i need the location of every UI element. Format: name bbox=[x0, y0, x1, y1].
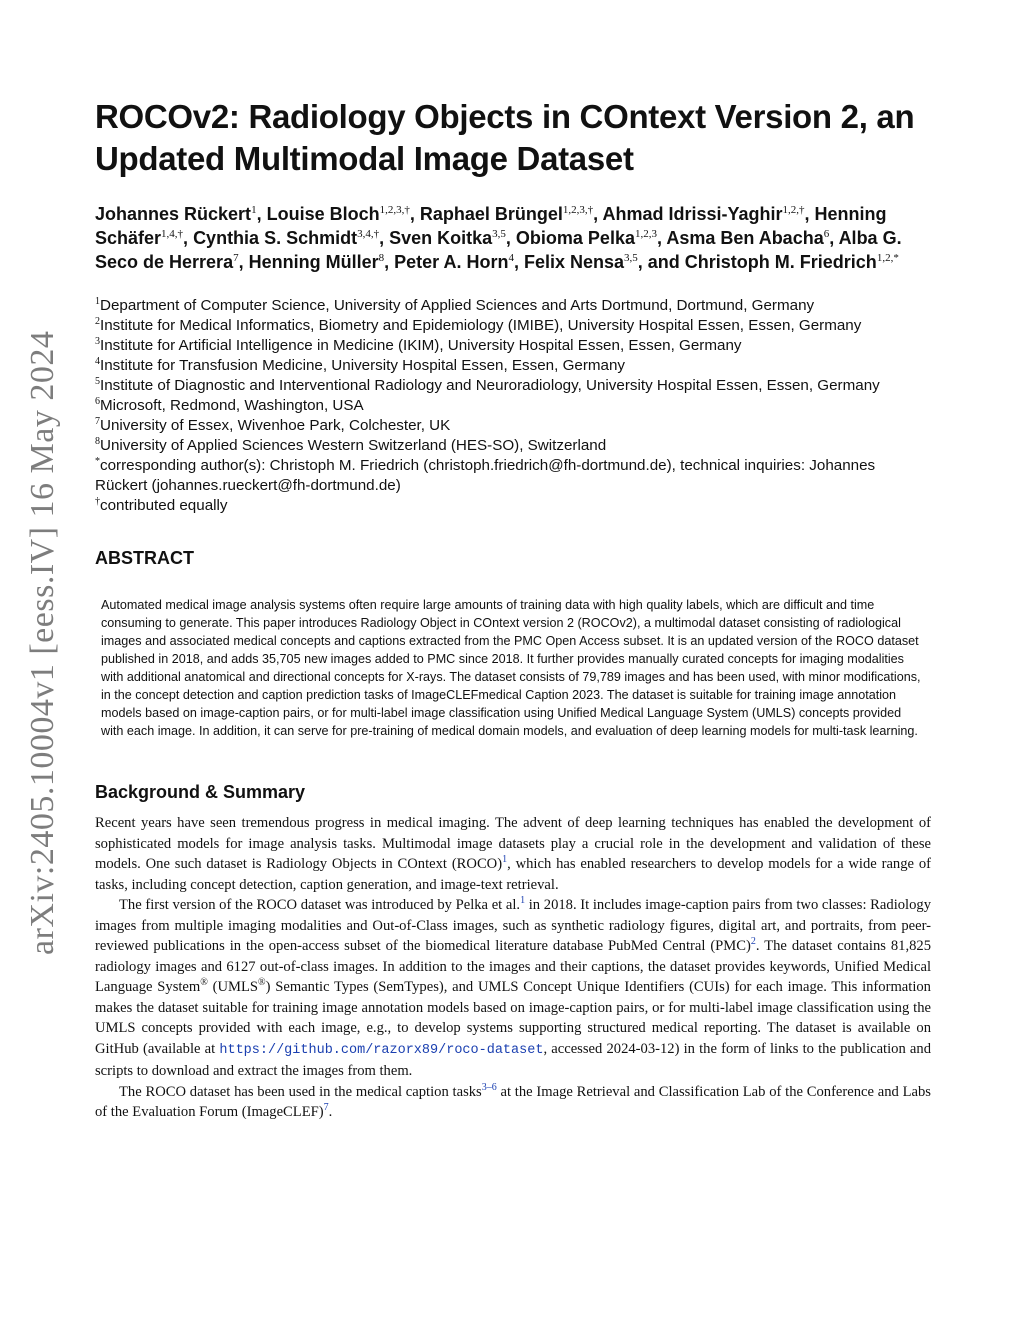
author-name: Henning Schäfer bbox=[95, 204, 887, 248]
paragraph-2: The first version of the ROCO dataset was introduced by Pelka et al.$^1$ in 2018. It includes image-caption pairs from two classes: Radiology images from multiple imaging modalities and Out-of-Class images, such as synthetic radiology figures, digital art, and portraits, from peer-reviewed publications in the open-access subset of the biomedical literature database PubMed Central (PMC)$^2$. The dataset contains 81,825 radiology images and 6127 out-of-class images. In addition to the images and their captions, the dataset provides keywords, Unified Medical Language System® (UMLS®) Semantic Types (SemTypes), and UMLS Concept Unique Identifiers (CUIs) for each image. This information makes the dataset suitable for training image annotation models based on image-caption pairs, or for multi-label image classification using the UMLS concepts provided with each image, e.g., to develop systems supporting structured medical reporting. The dataset is available on GitHub (available at https://github.com/razorx89/roco-dataset, accessed 2024-03-12) in the form of links to the publication and scripts to download and extract the images from them. bbox=[95, 895, 931, 1079]
affiliation-item bbox=[95, 296, 931, 316]
affiliation-text: Institute of Diagnostic and Interventional Radiology and Neuroradiology, University Hospital Essen, Essen, Germany bbox=[100, 377, 880, 394]
author-name: Obioma Pelka bbox=[515, 228, 635, 248]
author-affiliation-marks: 1,2,* bbox=[876, 252, 899, 264]
registered-mark: ® bbox=[200, 977, 208, 989]
paragraph-1: Recent years have seen tremendous progress in medical imaging. The advent of deep learning techniques has enabled the development of sophisticated models for image analysis tasks. Multimodal image datasets play a crucial role in the development and validation of these models. One such dataset is Radiology Objects in COntext (ROCO)$^1$, which has enabled researchers to develop models for a wide range of tasks, including concept detection, caption generation, and image-text retrieval. bbox=[95, 815, 931, 893]
affiliation-list bbox=[95, 296, 931, 516]
paragraph-3: The ROCO dataset has been used in the medical caption tasks$^{3-6}$ at the Image Retrieval and Classification Lab of the Conference and Labs of the Evaluation Forum (ImageCLEF)$^7$. bbox=[95, 1081, 931, 1120]
affiliation-text: University of Applied Sciences Western Switzerland (HES-SO), Switzerland bbox=[100, 437, 607, 454]
affiliation-text: Institute for Artificial Intelligence in Medicine (IKIM), University Hospital Essen, Essen, Germany bbox=[100, 337, 742, 354]
author-affiliation-marks: 6 bbox=[823, 228, 830, 240]
author-name: Johannes Rückert bbox=[95, 204, 252, 224]
author-affiliation-marks: 3,5 bbox=[492, 228, 506, 240]
author-name: Peter A. Horn bbox=[394, 252, 509, 272]
affiliation-text: Institute for Medical Informatics, Biometry and Epidemiology (IMIBE), University Hospital Essen, Essen, Germany bbox=[100, 317, 862, 334]
abstract-text: Automated medical image analysis systems often require large amounts of training data with high quality labels, which are difficult and time consuming to generate. This paper introduces Radiology Object in COntext version 2 (ROCOv2), a multimodal dataset consisting of radiological images and associated medical concepts and captions extracted from the PMC Open Access subset. It is an updated version of the ROCO dataset published in 2018, and adds 35,705 new images added to PMC since 2018. It further provides manually curated concepts for imaging modalities with additional anatomical and directional concepts for X-rays. The dataset consists of 79,789 images and has been used, with minor modifications, in the concept detection and caption prediction tasks of ImageCLEFmedical Caption 2023. The dataset is suitable for training image annotation models based on image-caption pairs, or for multi-label image classification using Unified Medical Language System (UMLS) concepts provided with each image. In addition, it can serve for pre-training of medical domain models, and evaluation of deep learning models for multi-task learning. bbox=[101, 598, 921, 738]
affiliation-mark: † bbox=[95, 495, 100, 507]
affiliation-mark: 3 bbox=[95, 335, 100, 347]
affiliation-item bbox=[95, 356, 931, 376]
author-name: Raphael Brüngel bbox=[419, 204, 563, 224]
affiliation-item bbox=[95, 396, 931, 416]
author-affiliation-marks: 4 bbox=[508, 252, 514, 264]
affiliation-item bbox=[95, 336, 931, 356]
affiliation-text: University of Essex, Wivenhoe Park, Colchester, UK bbox=[100, 417, 451, 434]
github-link[interactable]: https://github.com/razorx89/roco-dataset bbox=[219, 1042, 544, 1058]
abstract-heading: ABSTRACT bbox=[95, 548, 194, 568]
author-affiliation-marks: 1,2,3 bbox=[634, 228, 657, 240]
author-list: Johannes Rückert$^1$, Louise Bloch$^{1,2,3,\dagger}$, Raphael Brüngel$^{1,2,3,\dagger}$, Ahmad Idrissi-Yaghir$^{1,2,\dagger}$, Henning Schäfer$^{1,4,\dagger}$, Cynthia S. Schmidt$^{3,4,\dagger}$, Sven Koitka$^{3,5}$, Obioma Pelka$^{1,2,3}$, Asma Ben Abacha$^6$, Alba G. Seco de Herrera$^7$, Henning Müller$^8$, Peter A. Horn$^4$, Felix Nensa$^{3,5}$, and Christoph M. Friedrich$^{1,2,*}$ bbox=[95, 204, 902, 272]
affiliation-item bbox=[95, 376, 931, 396]
affiliation-text: contributed equally bbox=[100, 497, 228, 514]
affiliation-item bbox=[95, 416, 931, 436]
affiliation-mark: 1 bbox=[95, 295, 100, 307]
author-affiliation-marks: 1,2,† bbox=[782, 204, 805, 216]
author-affiliation-marks: 1 bbox=[251, 204, 257, 216]
author-name: Ahmad Idrissi-Yaghir bbox=[602, 204, 783, 224]
affiliation-mark: * bbox=[95, 455, 100, 467]
author-affiliation-marks: 8 bbox=[378, 252, 385, 264]
author-name: Alba G. Seco de Herrera bbox=[95, 228, 902, 272]
background-heading: Background & Summary bbox=[95, 782, 306, 802]
author-affiliation-marks: 1,4,† bbox=[161, 228, 184, 240]
author-affiliation-marks: 1,2,3,† bbox=[379, 204, 410, 216]
citation-link[interactable]: 1 bbox=[502, 854, 508, 866]
author-affiliation-marks: 3,4,† bbox=[357, 228, 380, 240]
citation-link[interactable]: 2 bbox=[750, 936, 756, 948]
author-affiliation-marks: 7 bbox=[233, 252, 239, 264]
affiliation-text: Institute for Transfusion Medicine, University Hospital Essen, Essen, Germany bbox=[100, 357, 626, 374]
affiliation-item bbox=[95, 496, 931, 516]
author-name: Felix Nensa bbox=[523, 252, 625, 272]
author-name: Henning Müller bbox=[248, 252, 379, 272]
citation-link[interactable]: 7 bbox=[323, 1102, 329, 1114]
affiliation-text: corresponding author(s): Christoph M. Friedrich (christoph.friedrich@fh-dortmund.de), technical inquiries: Johannes Rückert (johannes.rueckert@fh-dortmund.de) bbox=[95, 457, 876, 494]
affiliation-mark: 6 bbox=[95, 395, 100, 407]
author-name: Louise Bloch bbox=[266, 204, 380, 224]
author-name: Sven Koitka bbox=[389, 228, 493, 248]
registered-mark: ® bbox=[258, 977, 266, 989]
affiliation-text: Microsoft, Redmond, Washington, USA bbox=[100, 397, 364, 414]
body-text bbox=[95, 813, 931, 1123]
affiliation-item bbox=[95, 436, 931, 456]
affiliation-item bbox=[95, 316, 931, 336]
author-affiliation-marks: 3,5 bbox=[624, 252, 638, 264]
paper-page bbox=[95, 96, 931, 1123]
author-affiliation-marks: 1,2,3,† bbox=[562, 204, 594, 216]
arxiv-stamp: arXiv:2405.10004v1 [eess.IV] 16 May 2024 bbox=[24, 330, 61, 955]
affiliation-item bbox=[95, 456, 931, 496]
citation-link[interactable]: 1 bbox=[520, 895, 526, 907]
affiliation-mark: 7 bbox=[95, 415, 100, 427]
paper-title: ROCOv2: Radiology Objects in COntext Version 2, an Updated Multimodal Image Dataset bbox=[95, 98, 915, 177]
affiliation-mark: 5 bbox=[95, 375, 100, 387]
affiliation-text: Department of Computer Science, University of Applied Sciences and Arts Dortmund, Dortmund, Germany bbox=[100, 297, 815, 314]
author-name: Asma Ben Abacha bbox=[666, 228, 824, 248]
citation-link[interactable]: 3–6 bbox=[481, 1081, 497, 1093]
author-name: Christoph M. Friedrich bbox=[684, 252, 877, 272]
affiliation-mark: 8 bbox=[95, 435, 100, 447]
affiliation-mark: 4 bbox=[95, 355, 100, 367]
affiliation-mark: 2 bbox=[95, 315, 100, 327]
author-name: Cynthia S. Schmidt bbox=[193, 228, 358, 248]
